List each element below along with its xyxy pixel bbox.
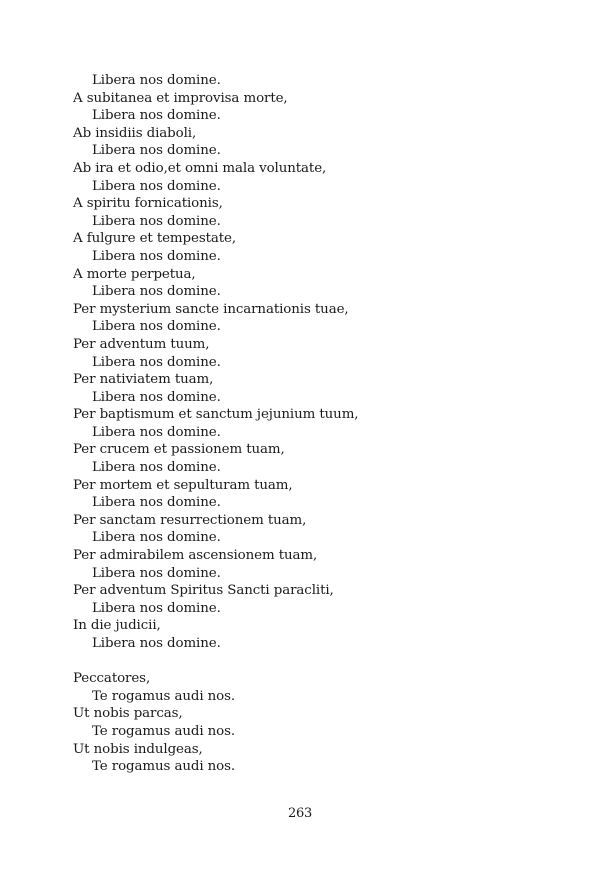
response-line: Libera nos domine. bbox=[92, 354, 221, 370]
response-line: Libera nos domine. bbox=[92, 143, 221, 159]
invocation-line: Per adventum Spiritus Sancti paracliti, bbox=[73, 583, 334, 599]
litany-section-libera bbox=[73, 72, 543, 653]
response-line: Libera nos domine. bbox=[92, 319, 221, 335]
response-line: Libera nos domine. bbox=[92, 73, 221, 88]
response-line: Libera nos domine. bbox=[92, 424, 221, 440]
response-line: Libera nos domine. bbox=[92, 460, 221, 476]
response-line: Libera nos domine. bbox=[92, 495, 221, 511]
invocation-line: A spiritu fornicationis, bbox=[73, 196, 223, 212]
response-line: Libera nos domine. bbox=[92, 565, 221, 581]
invocation-line: Per sanctam resurrectionem tuam, bbox=[73, 512, 307, 528]
response-line: Te rogamus audi nos. bbox=[92, 723, 236, 739]
invocation-line: Per crucem et passionem tuam, bbox=[73, 442, 285, 458]
page-body bbox=[73, 72, 543, 776]
response-line: Libera nos domine. bbox=[92, 284, 221, 300]
response-line: Te rogamus audi nos. bbox=[92, 688, 236, 704]
stanza-gap bbox=[73, 653, 543, 671]
response-line: Te rogamus audi nos. bbox=[92, 759, 236, 775]
invocation-line: A fulgure et tempestate, bbox=[73, 231, 237, 247]
invocation-line: Per admirabilem ascensionem tuam, bbox=[73, 548, 318, 564]
response-line: Libera nos domine. bbox=[92, 636, 221, 651]
invocation-line: Per nativiatem tuam, bbox=[73, 372, 214, 388]
response-line: Libera nos domine. bbox=[92, 178, 221, 194]
invocation-line: Ab ira et odio,et omni mala voluntate, bbox=[73, 160, 327, 176]
invocation-line: Peccatores, bbox=[73, 671, 151, 687]
response-line: Libera nos domine. bbox=[92, 213, 221, 229]
invocation-line: Per adventum tuum, bbox=[73, 336, 210, 352]
response-line: Libera nos domine. bbox=[92, 248, 221, 264]
invocation-line: A morte perpetua, bbox=[73, 266, 196, 282]
invocation-line: A subitanea et improvisa morte, bbox=[73, 90, 288, 106]
invocation-line: Ut nobis indulgeas, bbox=[73, 741, 203, 757]
response-line: Libera nos domine. bbox=[92, 108, 221, 124]
invocation-line: Per mysterium sancte incarnationis tuae, bbox=[73, 301, 349, 317]
page-number: 263 bbox=[288, 806, 312, 821]
response-line: Libera nos domine. bbox=[92, 600, 221, 616]
response-line: Libera nos domine. bbox=[92, 389, 221, 405]
invocation-line: In die judicii, bbox=[73, 618, 161, 634]
litany-section-rogamus bbox=[73, 670, 543, 776]
invocation-line: Ut nobis parcas, bbox=[73, 706, 183, 722]
invocation-line: Per mortem et sepulturam tuam, bbox=[73, 477, 293, 493]
response-line: Libera nos domine. bbox=[92, 530, 221, 546]
invocation-line: Ab insidiis diaboli, bbox=[73, 125, 197, 141]
invocation-line: Per baptismum et sanctum jejunium tuum, bbox=[73, 407, 359, 423]
